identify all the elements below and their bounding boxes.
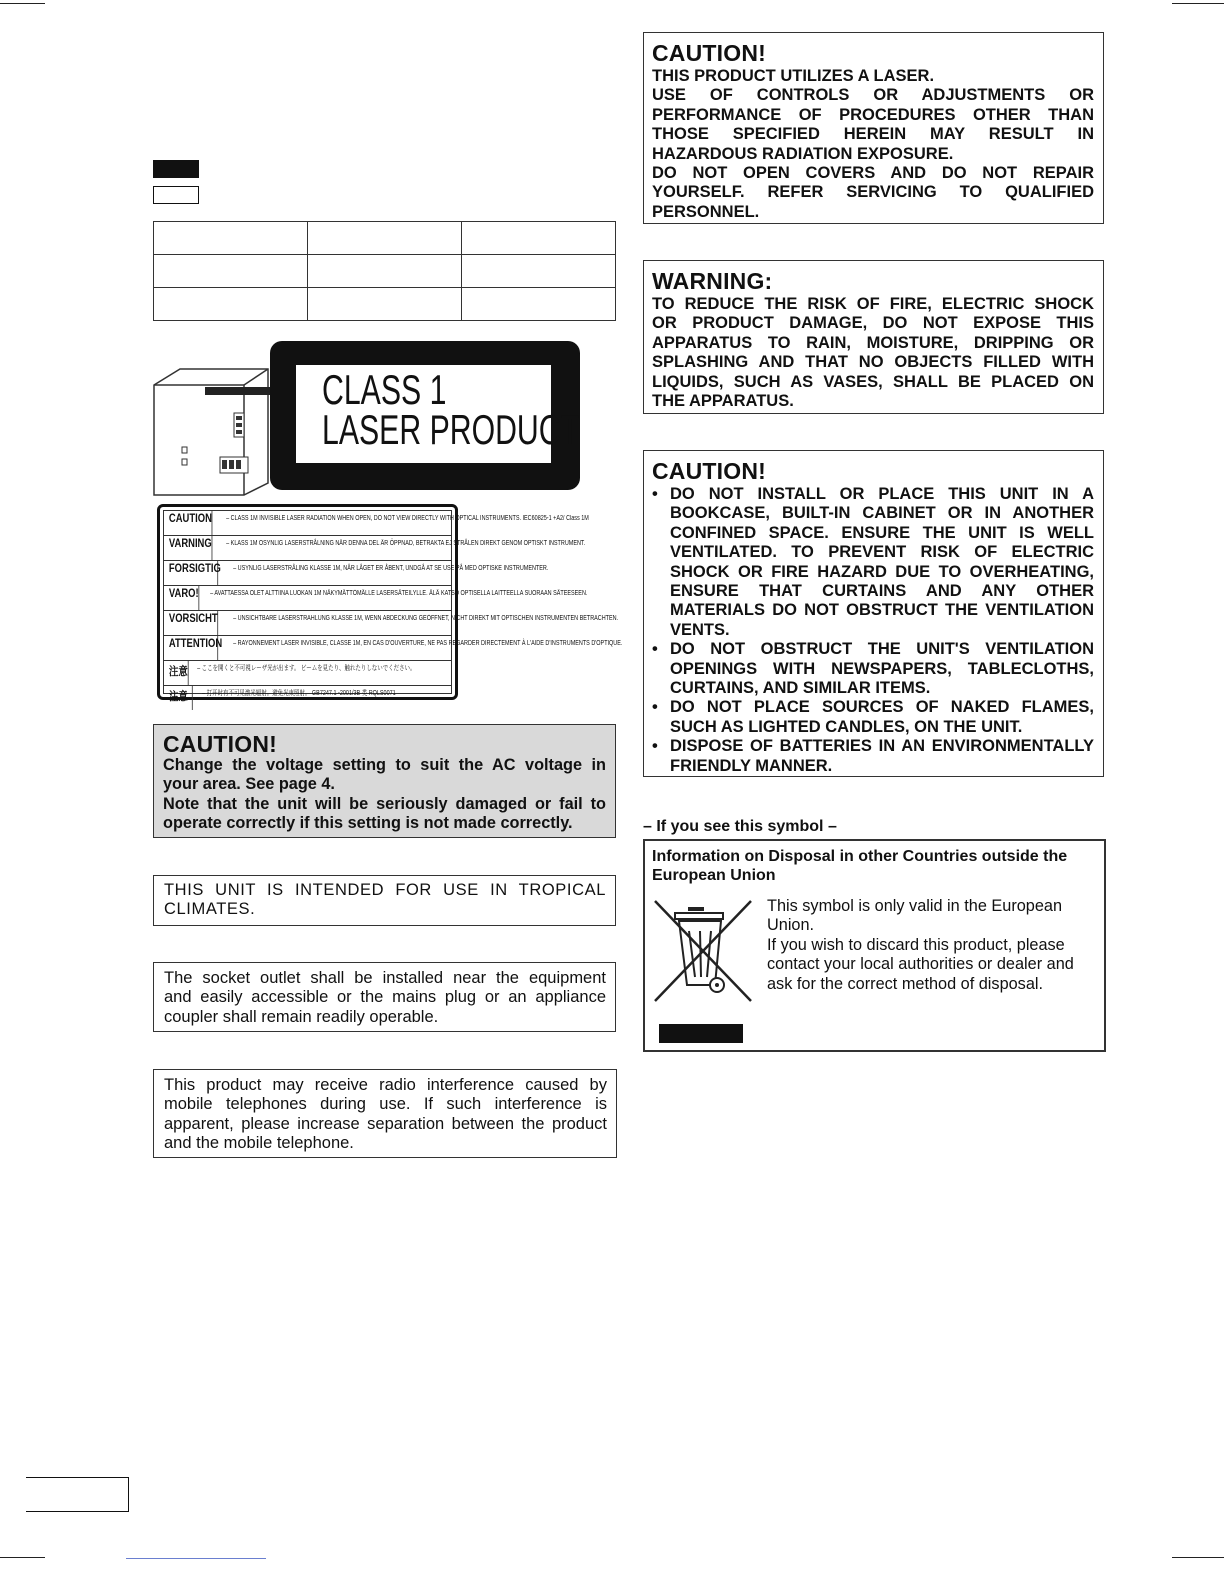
warning-label-language: VARO! (164, 586, 199, 610)
tropical-line: CLIMATES. (164, 900, 256, 919)
interference-line: This product may receive radio interference caused by (164, 1076, 607, 1094)
caution-install-line: CURTAINS, AND SIMILAR ITEMS. (670, 679, 931, 698)
disposal-line: This symbol is only valid in the European (767, 897, 1063, 915)
warning-label-text: – USYNLIG LASERSTRÅLING KLASSE 1M, NÅR LÅGET ER ÅBENT, UNDGÅ AT SE USE PÅ MED OPTISKE INSTRUMENTER. (233, 565, 549, 572)
warning-line: LIQUIDS, SUCH AS VASES, SHALL BE PLACED ON (652, 372, 1094, 391)
caution-laser-line: USE OF CONTROLS OR ADJUSTMENTS OR (652, 86, 1094, 105)
laser-label-line1: CLASS 1 (322, 366, 447, 413)
caution-install-bullet (652, 737, 1094, 776)
caution-install-bullet (652, 698, 1094, 737)
warning-label-language: VARNING (164, 536, 213, 560)
unit-rear-illustration (150, 365, 275, 500)
caution-install-line: SHOCK OR FIRE HAZARD DUE TO OVERHEATING, (670, 562, 1094, 581)
caution-install-heading: CAUTION! (652, 458, 767, 484)
warning-label-row (164, 636, 623, 661)
disposal-heading-line: European Union (652, 867, 776, 885)
caution-install-line: VENTILATED. TO PREVENT RISK OF ELECTRIC (670, 543, 1094, 562)
caution-laser-line: THOSE SPECIFIED HEREIN MAY RESULT IN (652, 125, 1094, 144)
model-indicator-filled (153, 160, 199, 178)
warning-label-language: 注意 (164, 686, 193, 710)
caution-voltage-line: Change the voltage setting to suit the AC voltage in (163, 756, 606, 774)
caution-install-line: BOOKCASE, BUILT-IN CABINET OR IN ANOTHER (670, 504, 1094, 523)
caution-install-line: OPENINGS WITH NEWSPAPERS, TABLECLOTHS, (670, 659, 1094, 678)
socket-line: and easily accessible or the mains plug or an appliance (164, 988, 606, 1007)
warning-label-text: – 打开时有不可见激光辐射。避免光束照射。 GB7247.1 -2001/3B 类 RQLS0071 (201, 690, 396, 697)
caution-laser-box (643, 32, 1104, 224)
caution-install-line: FRIENDLY MANNER. (670, 756, 833, 775)
page-number-box (26, 1477, 129, 1512)
caution-install-line: • DO NOT INSTALL OR PLACE THIS UNIT IN A (670, 485, 1094, 503)
crop-mark (0, 1557, 45, 1558)
warning-label-language: VORSICHT (164, 611, 218, 635)
disposal-line: contact your local authorities or dealer and (767, 955, 1074, 974)
model-indicator-outline (153, 186, 199, 204)
caution-laser-line: DO NOT OPEN COVERS AND DO NOT REPAIR (652, 164, 1094, 183)
interference-line: and the mobile telephone. (164, 1134, 354, 1153)
disposal-box (643, 839, 1106, 1052)
warning-label-row (164, 686, 451, 710)
warning-label-row (164, 511, 590, 536)
caution-laser-line: PERSONNEL. (652, 202, 760, 221)
caution-voltage-box (153, 724, 616, 838)
warning-label-row (164, 661, 451, 686)
caution-voltage-line: Note that the unit will be seriously damaged or fail to (163, 794, 606, 813)
caution-install-line: • DO NOT OBSTRUCT THE UNIT'S VENTILATION (670, 640, 1094, 659)
warning-line: TO REDUCE THE RISK OF FIRE, ELECTRIC SHOCK (652, 295, 1094, 313)
caution-laser-heading: CAUTION! (652, 40, 767, 66)
warning-label-row (164, 611, 619, 636)
warning-line: SPLASHING AND THAT NO OBJECTS FILLED WITH (652, 353, 1094, 372)
interference-line: mobile telephones during use. If such interference is (164, 1095, 607, 1114)
warning-label-language: 注意 (164, 661, 189, 685)
warning-label-row (164, 561, 549, 586)
warning-label-text: – RAYONNEMENT LASER INVISIBLE, CLASSE 1M, EN CAS D'OUVERTURE, NE PAS REGARDER DIRECTEMENT À L'AIDE D'INSTRUMENTS D'OPTIQUE. (233, 640, 623, 647)
warning-label-text: – CLASS 1M INVISIBLE LASER RADIATION WHEN OPEN, DO NOT VIEW DIRECTLY WITH OPTICAL INSTRUMENTS. IEC60825-1 +A2/ Class 1M (226, 515, 590, 522)
warning-heading: WARNING: (652, 268, 773, 294)
caution-install-line: SUCH AS LIGHTED CANDLES, ON THE UNIT. (670, 717, 1023, 736)
crop-mark (0, 3, 45, 4)
model-table (153, 221, 616, 321)
disposal-symbol-bar (659, 1024, 743, 1043)
socket-line: coupler shall remain readily operable. (164, 1007, 439, 1026)
crop-mark (1172, 1557, 1224, 1558)
interference-line: apparent, please increase separation between the product (164, 1114, 607, 1133)
warning-label-language: CAUTION (164, 511, 213, 535)
warning-label-text: – AVATTAESSA OLET ALTTIINA LUOKAN 1M NÄKYMÄTTÖMÄLLE LASERSÄTEILYLLE. ÄLÄ KATSO OPTISELLA LAITTEELLA SUORAAN SÄTEESEEN. (210, 590, 588, 597)
warning-box (643, 260, 1104, 414)
crossed-out-wheelie-bin-icon (653, 897, 755, 1009)
caution-install-line: MATERIALS DO NOT OBSTRUCT THE VENTILATION (670, 601, 1094, 620)
warning-label-language: FORSIGTIG (164, 561, 218, 585)
warning-label-text: – ここを開くと不可視レーザ光が出ます。 ビームを見たり、触れたりしないでください。 (197, 665, 416, 672)
warning-label-text: – KLASS 1M OSYNLIG LASERSTRÅLNING NÄR DENNA DEL ÄR ÖPPNAD, BETRAKTA EJ STRÅLEN DIREKT GENOM OPTISKT INSTRUMENT. (226, 540, 586, 547)
warning-line: THE APPARATUS. (652, 392, 794, 411)
warning-label-row (164, 586, 588, 611)
caution-laser-line: THIS PRODUCT UTILIZES A LASER. (652, 67, 935, 85)
warning-label-text: – UNSICHTBARE LASERSTRAHLUNG KLASSE 1M, WENN ABDECKUNG GEÖFFNET, NICHT DIREKT MIT OPTISCHEN INSTRUMENTEN BETRACHTEN. (233, 615, 619, 622)
disposal-heading-line: Information on Disposal in other Countries outside the (652, 848, 1068, 865)
caution-install-line: • DO NOT PLACE SOURCES OF NAKED FLAMES, (670, 698, 1094, 717)
caution-install-line: CONFINED SPACE. ENSURE THE UNIT IS WELL (670, 523, 1094, 542)
caution-install-box (643, 450, 1104, 777)
caution-voltage-line: operate correctly if this setting is not made correctly. (163, 813, 573, 832)
interference-notice-box (153, 1069, 617, 1158)
caution-laser-line: PERFORMANCE OF PROCEDURES OTHER THAN (652, 105, 1094, 124)
tropical-notice-box (153, 875, 616, 926)
crop-mark (1172, 3, 1224, 4)
multilingual-laser-warning-label (157, 504, 623, 703)
warning-label-row (164, 536, 586, 561)
caution-install-line: ENSURE THAT CURTAINS AND ANY OTHER (670, 582, 1094, 601)
warning-label-language: ATTENTION (164, 636, 218, 660)
laser-class-label (270, 341, 580, 490)
disposal-line: If you wish to discard this product, please (767, 935, 1065, 954)
socket-notice-box (153, 962, 616, 1032)
caution-install-line: • DISPOSE OF BATTERIES IN AN ENVIRONMENTALLY (670, 737, 1094, 756)
caution-laser-line: HAZARDOUS RADIATION EXPOSURE. (652, 144, 954, 163)
caution-voltage-line: your area. See page 4. (163, 775, 335, 794)
caution-laser-line: YOURSELF. REFER SERVICING TO QUALIFIED (652, 183, 1094, 202)
disposal-line: ask for the correct method of disposal. (767, 974, 1044, 993)
caution-install-bullet (652, 485, 1094, 640)
tropical-line: THIS UNIT IS INTENDED FOR USE IN TROPICAL (164, 881, 606, 899)
warning-line: OR PRODUCT DAMAGE, DO NOT EXPOSE THIS (652, 314, 1094, 333)
disposal-caption: – If you see this symbol – (643, 818, 837, 835)
disposal-line: Union. (767, 916, 815, 935)
footer-rule (126, 1558, 266, 1559)
caution-voltage-heading: CAUTION! (163, 731, 278, 757)
warning-line: APPARATUS TO RAIN, MOISTURE, DRIPPING OR (652, 333, 1094, 352)
laser-label-line2: LASER PRODUCT (322, 406, 580, 453)
socket-line: The socket outlet shall be installed near the equipment (164, 969, 606, 987)
caution-install-bullet (652, 640, 1094, 698)
caution-install-line: VENTS. (670, 620, 730, 639)
